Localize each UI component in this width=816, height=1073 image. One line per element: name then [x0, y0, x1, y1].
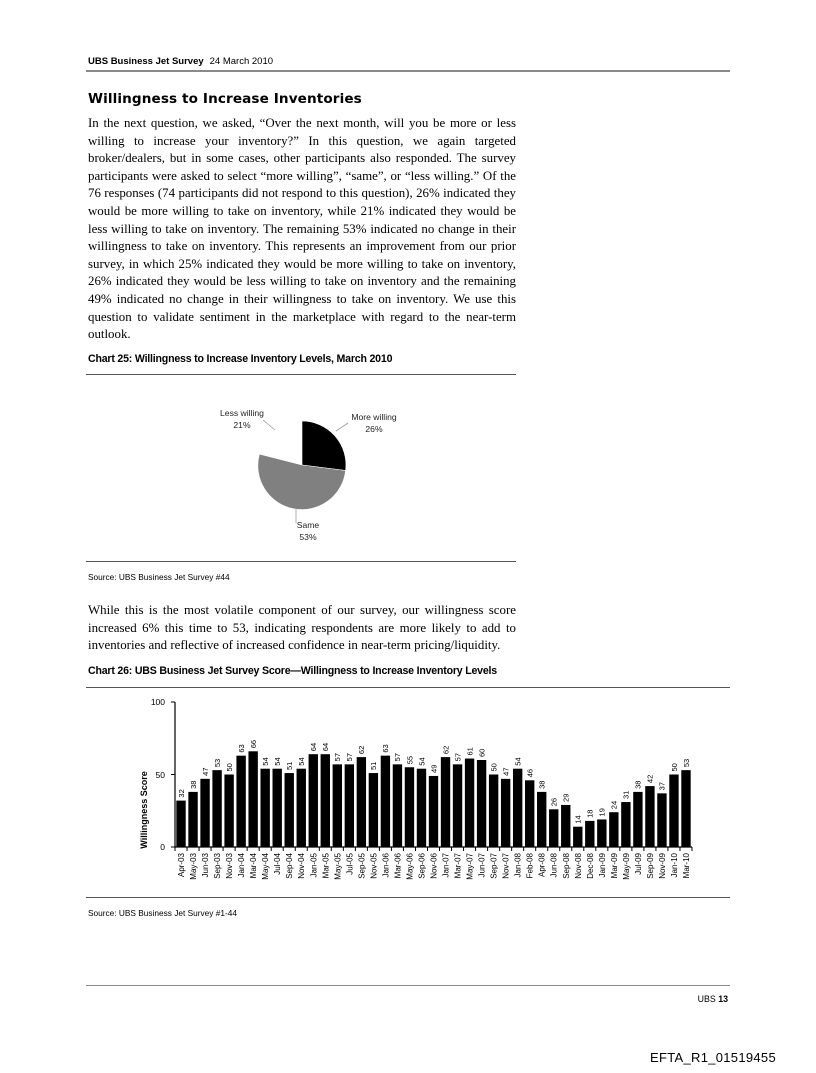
header-rule [86, 70, 730, 72]
bar [200, 779, 209, 847]
pie-label-more-willing: More willing 26% [351, 412, 397, 434]
bar [501, 779, 510, 847]
chart26-bar-chart [120, 690, 720, 890]
bar-value-label: 31 [621, 790, 631, 800]
x-category-label: Sep-03 [213, 853, 223, 879]
bar [633, 792, 642, 847]
bar [188, 792, 197, 847]
footer-rule [86, 985, 730, 986]
bar-value-label: 62 [357, 745, 367, 755]
bar [273, 769, 282, 847]
bar-value-label: 51 [369, 761, 379, 771]
chart25-bottom-rule [86, 561, 516, 562]
x-category-label: Nov-03 [225, 853, 235, 879]
bar-value-label: 37 [657, 782, 667, 791]
bar-chart-svg [120, 690, 720, 890]
chart25-title: Chart 25: Willingness to Increase Inventory Levels, March 2010 [88, 353, 393, 365]
x-category-label: Nov-08 [573, 853, 583, 879]
bar [609, 812, 618, 847]
x-category-label: Sep-04 [285, 853, 295, 879]
bar-value-label: 63 [236, 744, 246, 753]
bar-value-label: 32 [176, 789, 186, 798]
bar-value-label: 57 [333, 753, 343, 762]
x-category-label: Sep-09 [645, 853, 655, 879]
chart25-top-rule [86, 374, 516, 375]
bar-value-label: 46 [525, 768, 535, 778]
bar [489, 775, 498, 848]
bar-value-label: 38 [188, 780, 198, 789]
x-category-label: Jun-03 [201, 853, 211, 878]
bar [236, 756, 245, 847]
running-header [88, 56, 273, 67]
bar-value-label: 53 [681, 758, 691, 768]
x-category-label: Jan-04 [237, 853, 247, 878]
x-category-label: Nov-06 [429, 853, 439, 879]
x-category-label: Sep-08 [561, 853, 571, 879]
x-category-label: Dec-08 [585, 853, 595, 879]
x-category-label: May-05 [333, 853, 343, 880]
bar [561, 805, 570, 847]
bar-value-label: 50 [224, 763, 234, 772]
bar-value-label: 38 [537, 780, 547, 789]
bar-value-label: 53 [212, 758, 222, 768]
bar-value-label: 66 [248, 739, 258, 749]
x-category-label: Mar-10 [681, 853, 691, 879]
bar-value-label: 60 [477, 748, 487, 757]
chart26-title: Chart 26: UBS Business Jet Survey Score—Willingness to Increase Inventory Levels [88, 665, 497, 677]
y-axis-label: Willingness Score [139, 771, 149, 849]
x-category-label: Nov-05 [369, 853, 379, 879]
bar [477, 760, 486, 847]
x-category-label: Jul-04 [273, 853, 283, 875]
x-category-label: Mar-04 [249, 853, 259, 879]
bar [621, 802, 630, 847]
bars-group [175, 740, 692, 880]
publication-name: UBS Business Jet Survey [88, 56, 204, 67]
bar [585, 821, 594, 847]
bar-value-label: 50 [489, 763, 499, 772]
bar [537, 792, 546, 847]
bar [260, 769, 269, 847]
x-category-label: May-04 [261, 853, 271, 880]
bar-value-label: 54 [417, 757, 427, 766]
x-category-label: Mar-06 [393, 853, 403, 879]
bar [297, 769, 306, 847]
bar [417, 769, 426, 847]
bar [573, 827, 582, 847]
bar [597, 819, 606, 847]
x-category-label: Sep-06 [417, 853, 427, 879]
x-category-label: Jan-07 [441, 853, 451, 878]
bar-value-label: 47 [200, 767, 210, 776]
bar-value-label: 61 [465, 747, 475, 756]
bar [357, 757, 366, 847]
bar [549, 809, 558, 847]
pie-label-less-willing: Less willing 21% [220, 408, 264, 430]
x-category-label: May-07 [465, 853, 475, 880]
bar-value-label: 54 [297, 757, 307, 766]
bar-value-label: 64 [309, 742, 319, 752]
bar-value-label: 24 [609, 800, 619, 810]
bar [453, 764, 462, 847]
bar [176, 801, 185, 847]
bar [681, 770, 690, 847]
bar-value-label: 64 [321, 742, 331, 752]
x-category-label: Jan-06 [381, 853, 391, 878]
x-category-label: Jun-08 [549, 853, 559, 878]
x-category-label: Jan-05 [309, 853, 319, 878]
body-paragraph-2: While this is the most volatile component of our survey, our willingness score increased 6% this time to 53, indicating respondents are more likely to add to inventories and reflective of increased confidence in near-term pricing/liquidity. [88, 603, 516, 653]
bar [381, 756, 390, 847]
x-category-label: Jul-09 [633, 853, 643, 875]
x-category-label: Jan-10 [669, 853, 679, 878]
bar-value-label: 38 [633, 780, 643, 789]
bar-value-label: 57 [345, 753, 355, 762]
chart25-pie [200, 395, 420, 555]
bar [369, 773, 378, 847]
bar [285, 773, 294, 847]
page-number: 13 [718, 994, 728, 1004]
x-category-label: Jul-05 [345, 853, 355, 875]
bar [333, 764, 342, 847]
x-category-label: Nov-09 [657, 853, 667, 879]
x-category-label: Apr-08 [537, 853, 547, 878]
x-category-label: Mar-07 [453, 853, 463, 879]
body-paragraph-1: In the next question, we asked, “Over the next month, will you be more or less willing to increase your inventory?” In this question, we again targeted broker/dealers, but in some cases, other participants also responded. The survey participants were asked to select “more willing”, “same”, or “less willing.” Of the 76 responses (74 participants did not respond to this question), 26% indicated they would be more willing to take on inventory, while 21% indicated they would be less willing to take on inventory. The remaining 53% indicated no change in their willingness to take on inventory. This represents an improvement from our prior survey, in which 25% indicated they would be more willing to take on inventory, 26% indicated they would be less willing to take on inventory and the remaining 49% indicated no change in their willingness to take on inventory. We use this question to validate sentiment in the marketplace with regard to the near-term outlook. [88, 116, 516, 342]
x-category-label: Nov-04 [297, 853, 307, 879]
bar-value-label: 57 [453, 753, 463, 762]
bar-value-label: 14 [573, 815, 583, 824]
bar-value-label: 63 [381, 744, 391, 753]
x-category-label: Mar-05 [321, 853, 331, 879]
bar [224, 775, 233, 848]
bar-value-label: 55 [405, 755, 415, 765]
bar-value-label: 57 [393, 753, 403, 762]
bar-value-label: 49 [429, 764, 439, 773]
x-category-label: Apr-03 [177, 853, 187, 878]
bar [393, 764, 402, 847]
y-tick-0: 0 [160, 842, 165, 852]
bar-value-label: 62 [441, 745, 451, 755]
bar-value-label: 54 [513, 757, 523, 766]
chart26-source: Source: UBS Business Jet Survey #1-44 [88, 908, 237, 918]
bar-value-label: 50 [669, 763, 679, 772]
bar [248, 751, 257, 847]
pie-label-same: Same 53% [296, 520, 320, 542]
bar-value-label: 54 [260, 757, 270, 766]
section-title: Willingness to Increase Inventories [88, 91, 362, 107]
bar [309, 754, 318, 847]
bar-value-label: 18 [585, 809, 595, 818]
bar-value-label: 54 [273, 757, 282, 766]
y-tick-50: 50 [155, 770, 165, 780]
x-category-label: Jun-07 [477, 853, 487, 878]
x-category-label: Feb-08 [525, 853, 535, 879]
x-category-label: Jan-08 [513, 853, 523, 878]
x-category-label: Sep-05 [357, 853, 367, 879]
x-category-label: May-06 [405, 853, 415, 880]
x-category-label: May-03 [189, 853, 199, 880]
bar-value-label: 29 [561, 793, 571, 802]
y-tick-100: 100 [150, 697, 165, 707]
footer-brand: UBS [697, 994, 716, 1004]
bar-value-label: 51 [285, 761, 295, 771]
bar [657, 793, 666, 847]
bar [513, 769, 522, 847]
x-category-label: Jan-09 [597, 853, 607, 878]
chart25-source: Source: UBS Business Jet Survey #44 [88, 572, 230, 582]
x-category-label: Mar-09 [609, 853, 619, 879]
x-category-label: Sep-07 [489, 853, 499, 879]
bar-value-label: 42 [645, 774, 655, 784]
bar-value-label: 47 [501, 767, 511, 776]
x-category-label: May-09 [621, 853, 631, 880]
publication-date: 24 March 2010 [209, 56, 274, 67]
bar [525, 780, 534, 847]
bar [345, 764, 354, 847]
bar [405, 767, 414, 847]
bar [669, 775, 678, 848]
footer-page [698, 994, 728, 1004]
chart26-top-rule [86, 687, 730, 688]
x-category-label: Nov-07 [501, 853, 511, 879]
document-id: EFTA_R1_01519455 [650, 1050, 776, 1065]
bar [429, 776, 438, 847]
bar [212, 770, 221, 847]
bar [321, 754, 330, 847]
bar [441, 757, 450, 847]
bar [645, 786, 654, 847]
chart26-bottom-rule [86, 897, 730, 898]
bar-value-label: 26 [549, 797, 559, 807]
bar [465, 759, 474, 847]
bar-value-label: 19 [597, 808, 607, 817]
